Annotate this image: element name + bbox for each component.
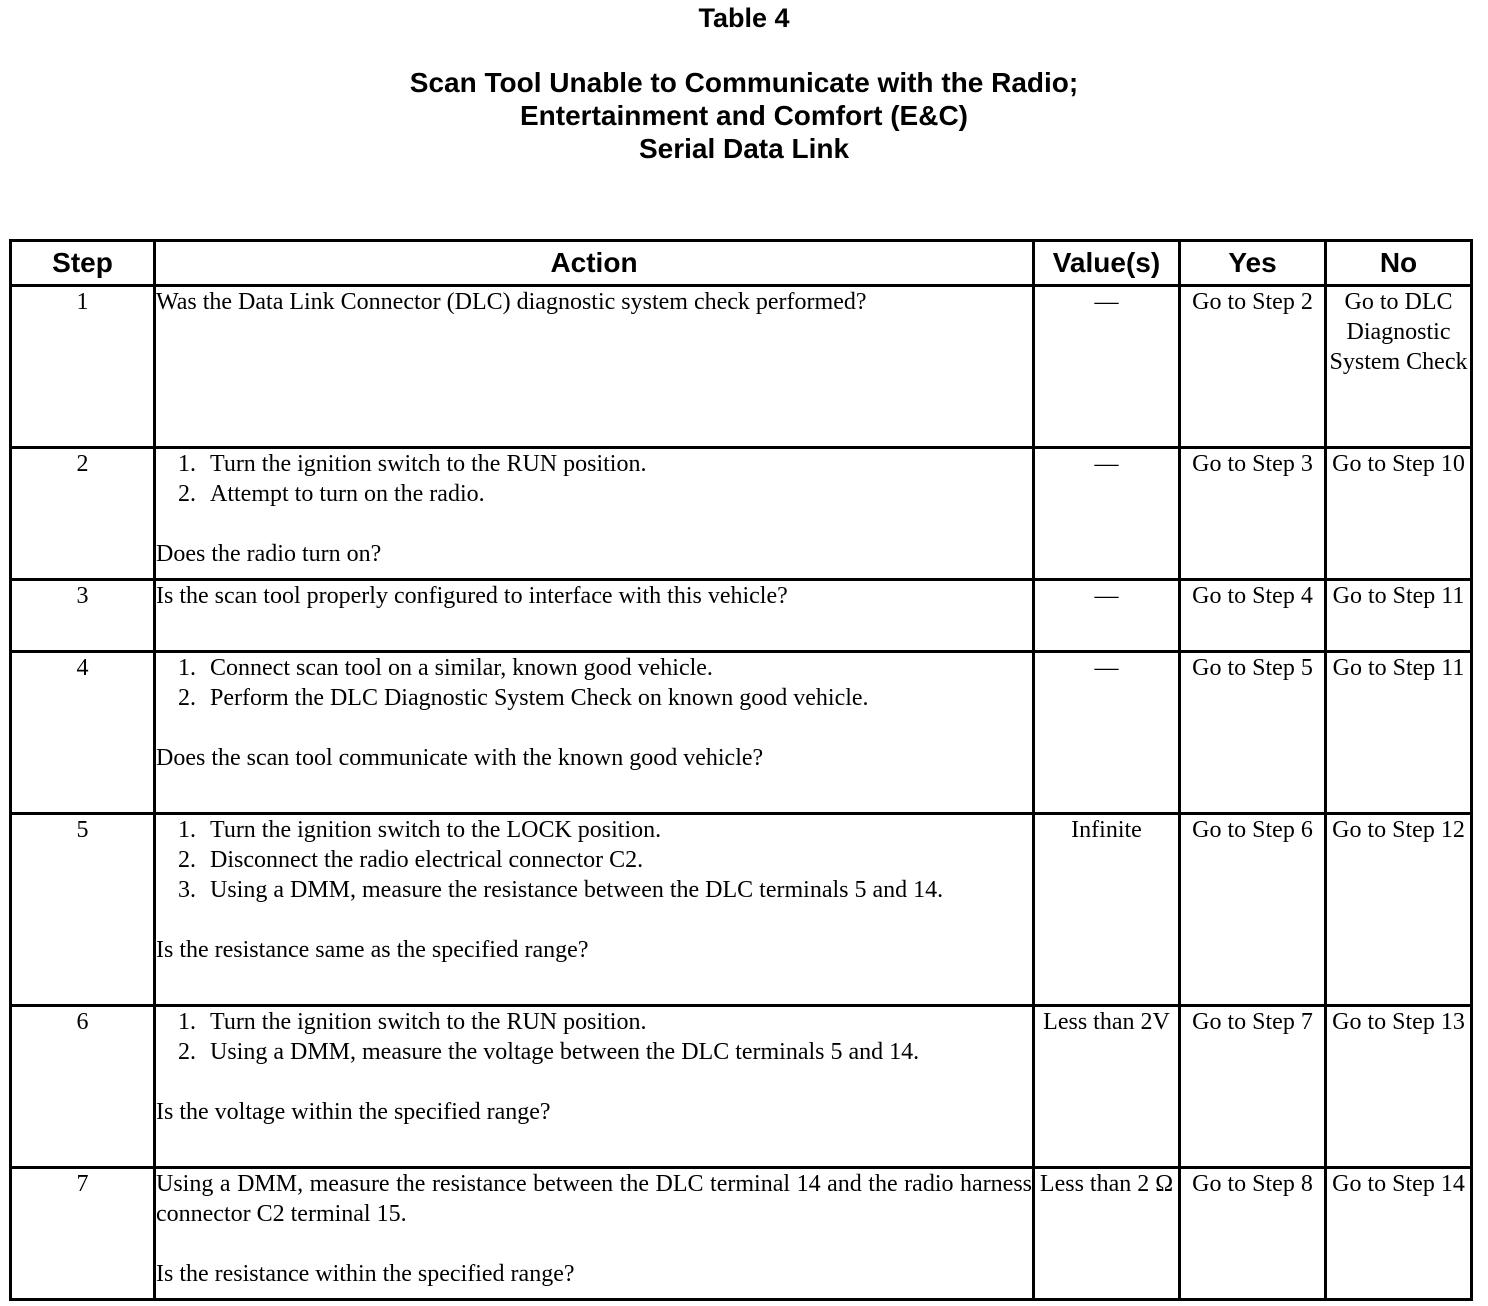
yes-cell: Go to Step 2 xyxy=(1180,286,1326,448)
step-number: 3 xyxy=(11,580,155,652)
table-row xyxy=(11,814,1472,1006)
action-question: Is the resistance within the specified range? xyxy=(156,1261,575,1287)
title-line: Entertainment and Comfort (E&C) xyxy=(520,100,968,131)
action-list-item: 2. Disconnect the radio electrical connector C2. xyxy=(178,847,644,873)
column-header-no: No xyxy=(1326,241,1472,286)
action-cell xyxy=(155,580,1034,652)
table-row xyxy=(11,286,1472,448)
table-row xyxy=(11,1006,1472,1168)
yes-cell: Go to Step 4 xyxy=(1180,580,1326,652)
column-header-step: Step xyxy=(11,241,155,286)
action-question: Is the resistance same as the specified range? xyxy=(156,937,589,963)
yes-cell: Go to Step 8 xyxy=(1180,1168,1326,1300)
action-list-item: 3. Using a DMM, measure the resistance between the DLC terminals 5 and 14. xyxy=(178,877,944,903)
action-text: Using a DMM, measure the resistance between the DLC terminal 14 and the radio harness connector C2 terminal 15. xyxy=(156,1171,1032,1227)
action-cell xyxy=(155,448,1034,580)
action-list-item: 2. Perform the DLC Diagnostic System Check on known good vehicle. xyxy=(178,685,869,711)
step-number: 4 xyxy=(11,652,155,814)
value-cell: Infinite xyxy=(1034,814,1180,1006)
action-cell xyxy=(155,652,1034,814)
yes-cell: Go to Step 5 xyxy=(1180,652,1326,814)
value-cell: — xyxy=(1034,652,1180,814)
column-header-yes: Yes xyxy=(1180,241,1326,286)
no-cell: Go to Step 10 xyxy=(1326,448,1472,580)
no-cell: Go to Step 11 xyxy=(1326,580,1472,652)
table-title xyxy=(0,66,1488,165)
title-line: Serial Data Link xyxy=(638,133,850,164)
diagnostic-table xyxy=(9,239,1473,1301)
table-row xyxy=(11,580,1472,652)
column-header-action: Action xyxy=(155,241,1034,286)
table-row xyxy=(11,652,1472,814)
column-header-values: Value(s) xyxy=(1034,241,1180,286)
step-number: 2 xyxy=(11,448,155,580)
yes-cell: Go to Step 7 xyxy=(1180,1006,1326,1168)
value-cell: Less than 2V xyxy=(1034,1006,1180,1168)
action-cell xyxy=(155,814,1034,1006)
no-cell: Go to Step 13 xyxy=(1326,1006,1472,1168)
action-text: Is the scan tool properly configured to interface with this vehicle? xyxy=(156,583,788,609)
no-cell: Go to Step 14 xyxy=(1326,1168,1472,1300)
table-row xyxy=(11,1168,1472,1300)
action-cell xyxy=(155,1168,1034,1300)
no-cell: Go to Step 12 xyxy=(1326,814,1472,1006)
action-list-item: 2. Using a DMM, measure the voltage between the DLC terminals 5 and 14. xyxy=(178,1039,920,1065)
value-cell: Less than 2 Ω xyxy=(1034,1168,1180,1300)
step-number: 5 xyxy=(11,814,155,1006)
step-number: 7 xyxy=(11,1168,155,1300)
action-question: Is the voltage within the specified range? xyxy=(156,1099,551,1125)
step-number: 6 xyxy=(11,1006,155,1168)
action-list-item: 2. Attempt to turn on the radio. xyxy=(178,481,485,507)
action-list-item: 1. Connect scan tool on a similar, known good vehicle. xyxy=(178,655,713,681)
yes-cell: Go to Step 6 xyxy=(1180,814,1326,1006)
table-label: Table 4 xyxy=(698,3,790,33)
title-line: Scan Tool Unable to Communicate with the Radio; xyxy=(409,67,1079,98)
value-cell: — xyxy=(1034,286,1180,448)
value-cell: — xyxy=(1034,580,1180,652)
action-question: Does the scan tool communicate with the known good vehicle? xyxy=(156,745,764,771)
action-cell xyxy=(155,1006,1034,1168)
yes-cell: Go to Step 3 xyxy=(1180,448,1326,580)
table-header-row xyxy=(11,241,1472,286)
value-cell: — xyxy=(1034,448,1180,580)
action-cell xyxy=(155,286,1034,448)
table-row xyxy=(11,448,1472,580)
no-cell: Go to DLC Diagnostic System Check xyxy=(1326,286,1472,448)
action-list-item: 1. Turn the ignition switch to the RUN position. xyxy=(178,451,647,477)
no-cell: Go to Step 11 xyxy=(1326,652,1472,814)
action-text: Was the Data Link Connector (DLC) diagnostic system check performed? xyxy=(156,289,867,315)
action-question: Does the radio turn on? xyxy=(156,541,382,567)
action-list-item: 1. Turn the ignition switch to the RUN position. xyxy=(178,1009,647,1035)
action-list-item: 1. Turn the ignition switch to the LOCK position. xyxy=(178,817,662,843)
step-number: 1 xyxy=(11,286,155,448)
